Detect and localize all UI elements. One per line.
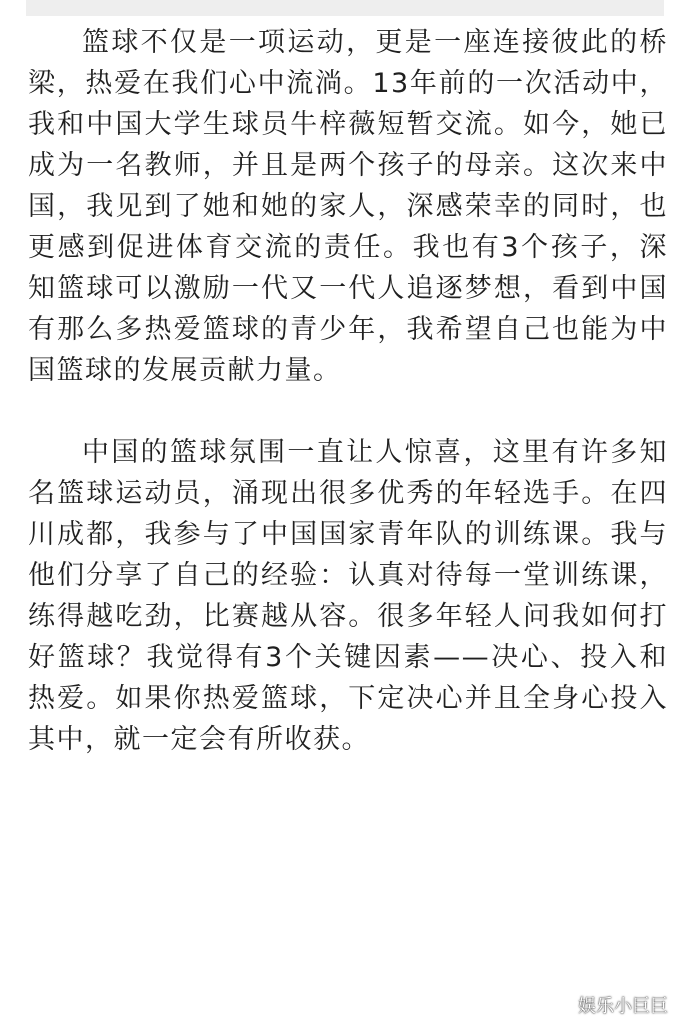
watermark-text: 娱乐小巨巨 [578, 996, 668, 1017]
paragraph-1: 篮球不仅是一项运动，更是一座连接彼此的桥梁，热爱在我们心中流淌。13年前的一次活动中，我和中国大学生球员牛梓薇短暂交流。如今，她已成为一名教师，并且是两个孩子的母亲。这次来中国，我见到了她和她的家人，深感荣幸的同时，也更感到促进体育交流的责任。我也有3个孩子，深知篮球可以激励一代又一代人追逐梦想，看到中国有那么多热爱篮球的青少年，我希望自己也能为中国篮球的发展贡献力量。 [28, 27, 668, 386]
watermark [552, 992, 668, 1018]
top-divider [26, 0, 664, 16]
paragraph-2: 中国的篮球氛围一直让人惊喜，这里有许多知名篮球运动员，涌现出很多优秀的年轻选手。在四川成都，我参与了中国国家青年队的训练课。我与他们分享了自己的经验：认真对待每一堂训练课，练得越吃劲，比赛越从容。很多年轻人问我如何打好篮球？我觉得有3个关键因素——决心、投入和热爱。如果你热爱篮球，下定决心并且全身心投入其中，就一定会有所收获。 [28, 437, 668, 755]
weibo-icon [552, 996, 574, 1014]
article-body [28, 22, 668, 760]
